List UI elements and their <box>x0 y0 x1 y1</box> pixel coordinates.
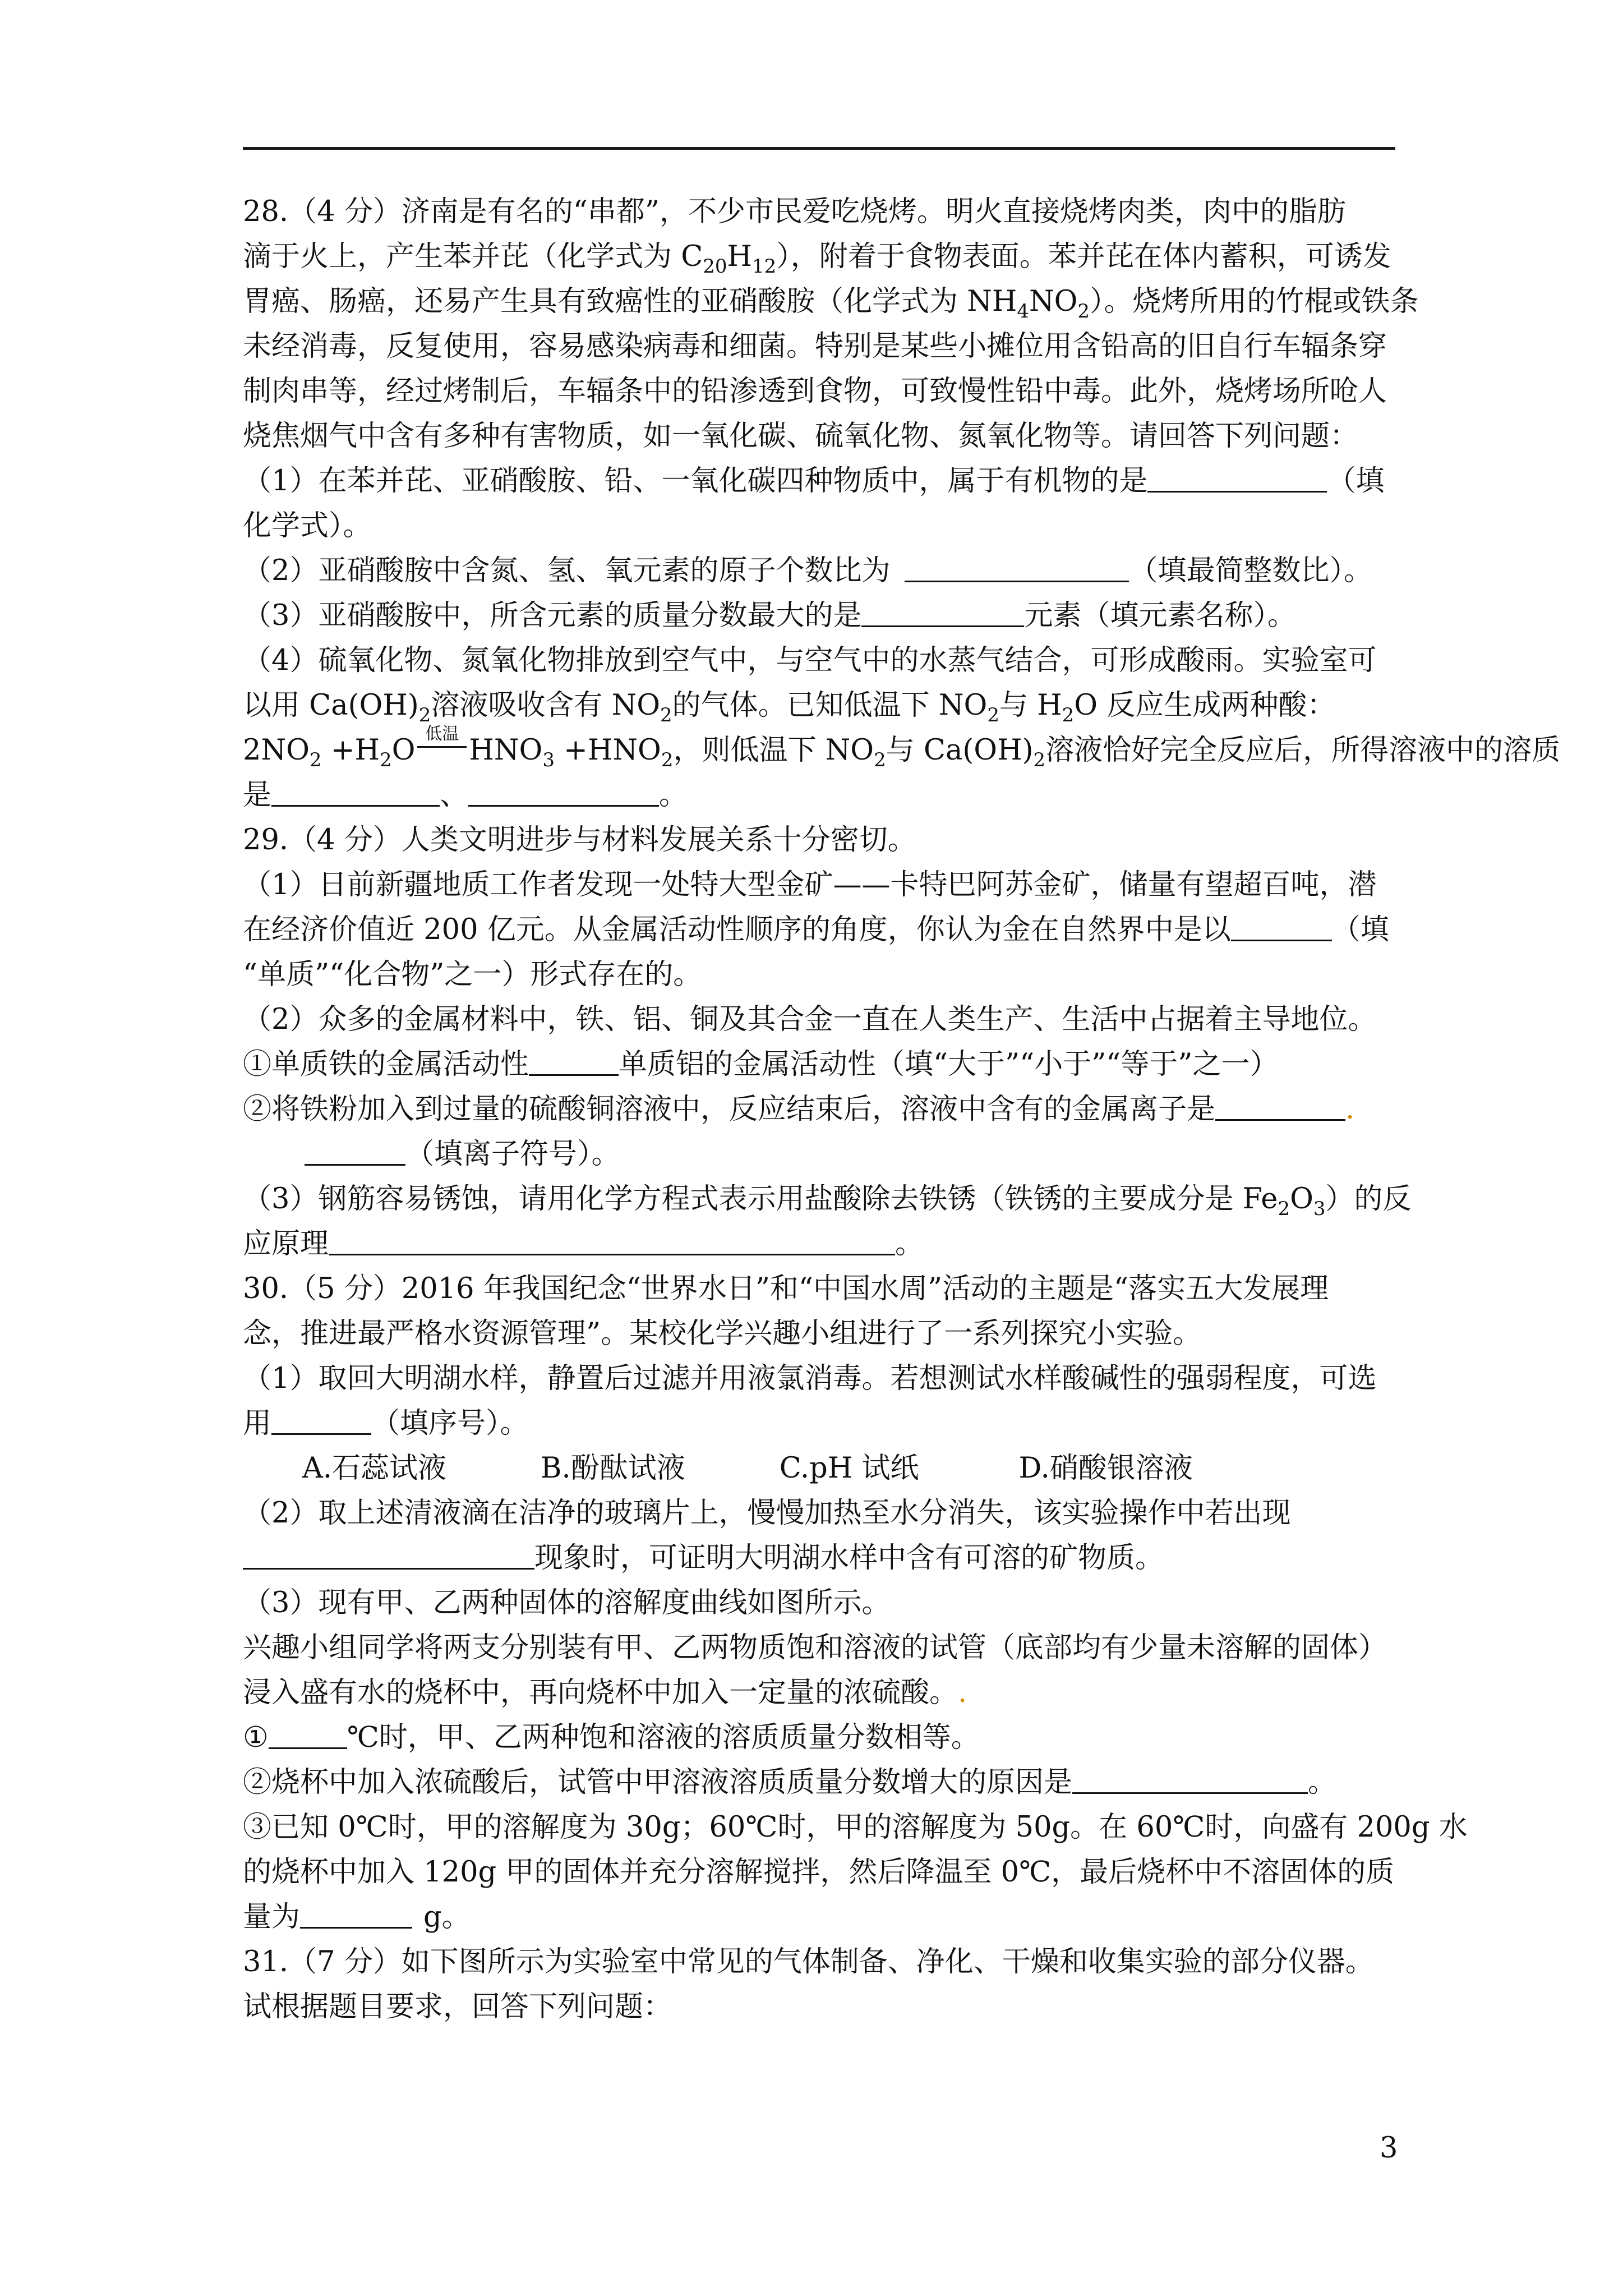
answer-blank[interactable] <box>468 775 659 807</box>
q30-line-2 <box>243 1312 1398 1356</box>
text-span: ②烧杯中加入浓硫酸后，试管中甲溶液溶质质量分数增大的原因是 <box>243 1766 1073 1799</box>
text-span: 在经济价值近 200 亿元。从金属活动性顺序的角度，你认为金在自然界中是以 <box>243 913 1231 946</box>
q30-part-3-line-2 <box>243 1626 1398 1671</box>
text-span: ②将铁粉加入到过量的硫酸铜溶液中，反应结束后，溶液中含有的金属离子是 <box>243 1093 1216 1126</box>
text-span: （3）钢筋容易锈蚀，请用化学方程式表示用盐酸除去铁锈（铁锈的主要成分是 Fe <box>243 1182 1278 1216</box>
text-span: 单质铝的金属活动性（填“大于”“小于”“等于”之一） <box>619 1048 1279 1081</box>
text-span: 3 <box>1313 1198 1326 1220</box>
q30-part-3-line-3 <box>243 1671 1398 1715</box>
text-span: ①单质铁的金属活动性 <box>243 1048 529 1081</box>
text-span: 的烧杯中加入 120g 甲的固体并充分溶解搅拌，然后降温至 0℃，最后烧杯中不溶固体的质 <box>243 1856 1395 1889</box>
text-span: 2 <box>987 704 999 726</box>
q30-part-1 <box>243 1356 1398 1401</box>
text-span: （填 <box>1331 913 1389 946</box>
q30-sub-3-line-2 <box>243 1850 1398 1895</box>
text-span: （填序号）。 <box>371 1407 529 1440</box>
q28-part-1 <box>243 459 1398 504</box>
reaction-condition <box>415 724 469 763</box>
q30-line-1 <box>243 1267 1398 1312</box>
text-span: ），附着于食物表面。苯并芘在体内蓄积，可诱发 <box>776 240 1391 273</box>
q30-part-3 <box>243 1581 1398 1626</box>
q29-heading <box>243 818 1398 863</box>
text-span: g。 <box>423 1901 471 1934</box>
text-span: O 反应生成两种酸： <box>1074 689 1336 722</box>
q28-line-1 <box>243 190 1398 234</box>
text-span: （3）现有甲、乙两种固体的溶解度曲线如图所示。 <box>243 1586 891 1619</box>
text-span: HNO <box>469 734 543 767</box>
text-span: 2 <box>309 749 322 771</box>
text-span: 2NO <box>243 734 310 767</box>
text-span: 念，推进最严格水资源管理”。某校化学兴趣小组进行了一系列探究小实验。 <box>243 1317 1202 1350</box>
text-span: 2 <box>874 749 886 771</box>
text-span: ）。烧烤所用的竹棍或铁条 <box>1090 285 1419 318</box>
text-span: 20 <box>703 255 727 278</box>
text-span: 。 <box>895 1227 924 1260</box>
text-span: 。 <box>1308 1766 1337 1799</box>
text-span: 2 <box>661 749 674 771</box>
header-rule <box>243 147 1395 150</box>
text-span: 29.（4 分）人类文明进步与材料发展关系十分密切。 <box>243 823 916 857</box>
q28-line-4 <box>243 324 1398 369</box>
text-span: 烧焦烟气中含有多种有害物质，如一氧化碳、硫氧化物、氮氧化物等。请回答下列问题： <box>243 420 1359 453</box>
q29-part-1 <box>243 863 1398 908</box>
q30-part-2-line-2 <box>243 1536 1398 1581</box>
text-span: 未经消毒，反复使用，容易感染病毒和细菌。特别是某些小摊位用含铅高的旧自行车辐条穿 <box>243 330 1387 363</box>
q30-part-1-line-2 <box>243 1401 1398 1446</box>
text-span: 3 <box>542 749 555 771</box>
text-span: +HNO <box>554 734 661 767</box>
answer-blank[interactable] <box>1072 1762 1308 1794</box>
text-span: 溶液吸收含有 NO <box>431 689 661 722</box>
text-span: （3）亚硝酸胺中，所含元素的质量分数最大的是 <box>243 599 862 632</box>
option-a[interactable]: A.石蕊试液 <box>302 1452 447 1485</box>
text-span: O <box>391 734 416 767</box>
text-span: 元素（填元素名称）。 <box>1024 599 1296 632</box>
q28-part-1-cont <box>243 504 1398 549</box>
text-span: 与 H <box>999 689 1062 722</box>
text-span: H <box>727 240 752 273</box>
q28-line-3 <box>243 279 1419 324</box>
answer-blank[interactable] <box>271 775 440 807</box>
text-span: （填 <box>1327 464 1385 498</box>
text-span: ，则低温下 NO <box>673 734 874 767</box>
text-span: 31.（7 分）如下图所示为实验室中常见的气体制备、净化、干燥和收集实验的部分仪器。 <box>243 1945 1374 1978</box>
q29-part-2-sub-2 <box>243 1087 1398 1132</box>
q28-part-4 <box>243 638 1398 683</box>
q29-part-2-sub-2-cont <box>243 1132 1398 1177</box>
answer-blank[interactable] <box>905 550 1129 582</box>
q29-part-1-line-2 <box>243 908 1398 953</box>
text-span: 制肉串等，经过烤制后，车辐条中的铅渗透到食物，可致慢性铅中毒。此外，烧烤场所呛人 <box>243 375 1387 408</box>
q29-part-2-sub-1 <box>243 1042 1398 1087</box>
text-span: . <box>1345 1093 1355 1126</box>
q28-part-2 <box>243 549 1398 593</box>
text-span: 28.（4 分）济南是有名的“串都”，不少市民爱吃烧烤。明火直接烧烤肉类，肉中的脂肪 <box>243 195 1346 228</box>
text-span: 浸入盛有水的烧杯中，再向烧杯中加入一定量的浓硫酸。 <box>243 1676 958 1709</box>
text-span: 、 <box>440 779 469 812</box>
text-span: 滴于火上，产生苯并芘（化学式为 C <box>243 240 703 273</box>
q31-line-1 <box>243 1940 1398 1985</box>
text-span: 2 <box>418 704 431 726</box>
q28-line-2 <box>243 234 1398 279</box>
text-span: . <box>958 1676 967 1709</box>
text-span: （1）取回大明湖水样，静置后过滤并用液氯消毒。若想测试水样酸碱性的强弱程度，可选 <box>243 1362 1377 1395</box>
text-span: （2）取上述清液滴在洁净的玻璃片上，慢慢加热至水分消失，该实验操作中若出现 <box>243 1497 1291 1530</box>
text-span: 是 <box>243 779 272 812</box>
answer-blank[interactable] <box>305 1134 405 1166</box>
text-span: 4 <box>1017 300 1029 323</box>
answer-blank[interactable] <box>1215 1089 1345 1121</box>
option-d[interactable]: D.硝酸银溶液 <box>1018 1452 1193 1485</box>
q30-sub-1 <box>243 1715 1398 1760</box>
text-span: NO <box>1029 285 1078 318</box>
text-span: 现象时，可证明大明湖水样中含有可溶的矿物质。 <box>534 1542 1164 1575</box>
text-span: 2 <box>379 749 392 771</box>
text-span: 胃癌、肠癌，还易产生具有致癌性的亚硝酸胺（化学式为 NH <box>243 285 1017 318</box>
option-b[interactable]: B.酚酞试液 <box>541 1452 685 1485</box>
q29-part-2 <box>243 997 1398 1042</box>
text-span: （1）日前新疆地质工作者发现一处特大型金矿——卡特巴阿苏金矿，储量有望超百吨，潜 <box>243 868 1377 901</box>
answer-blank[interactable] <box>271 1403 371 1435</box>
q28-line-6 <box>243 414 1398 459</box>
answer-blank[interactable] <box>269 1717 347 1749</box>
q30-sub-2 <box>243 1760 1398 1805</box>
option-c[interactable]: C.pH 试纸 <box>779 1452 919 1485</box>
text-span: （填最简整数比）。 <box>1129 554 1372 587</box>
text-span: 化学式）。 <box>243 509 372 542</box>
text-span: ）的反 <box>1325 1182 1412 1216</box>
q28-part-4-answer <box>243 773 1398 818</box>
text-span: 2 <box>1077 300 1090 323</box>
q28-equation <box>243 724 1561 773</box>
q28-part-3 <box>243 593 1398 638</box>
q29-part-3 <box>243 1177 1412 1222</box>
text-span: 。 <box>659 779 688 812</box>
text-span: 12 <box>752 255 777 278</box>
text-span: 低温 <box>425 724 459 744</box>
q29-part-3-line-2 <box>243 1222 1398 1267</box>
text-span: （4）硫氧化物、氮氧化物排放到空气中，与空气中的水蒸气结合，可形成酸雨。实验室可 <box>243 644 1377 677</box>
text-span: （填离子符号）。 <box>405 1138 620 1171</box>
q28-line-5 <box>243 369 1398 414</box>
text-span: 2 <box>660 704 672 726</box>
text-span: 2 <box>1062 704 1075 726</box>
q31-line-2 <box>243 1985 1398 2030</box>
text-span: 30.（5 分）2016 年我国纪念“世界水日”和“中国水周”活动的主题是“落实五大发展理 <box>243 1272 1329 1305</box>
answer-blank[interactable] <box>529 1044 619 1076</box>
text-span: 应原理 <box>243 1227 329 1260</box>
text-span: ℃时，甲、乙两种饱和溶液的溶质质量分数相等。 <box>347 1721 980 1754</box>
exam-content <box>243 190 1561 2030</box>
text-span: 量为 <box>243 1901 301 1934</box>
text-span: 2 <box>1033 749 1046 771</box>
text-span: +H <box>321 734 380 767</box>
q29-part-1-line-3 <box>243 953 1398 997</box>
answer-blank[interactable] <box>300 1897 412 1929</box>
text-span: 兴趣小组同学将两支分别装有甲、乙两物质饱和溶液的试管（底部均有少量未溶解的固体） <box>243 1631 1387 1664</box>
answer-blank[interactable] <box>1231 909 1332 941</box>
answer-blank[interactable] <box>1147 461 1327 493</box>
text-span: 用 <box>243 1407 272 1440</box>
answer-blank[interactable] <box>861 595 1024 627</box>
q30-sub-3-line-3 <box>243 1895 1398 1940</box>
text-span: 的气体。已知低温下 NO <box>672 689 988 722</box>
answer-blank[interactable] <box>329 1223 895 1255</box>
q30-options <box>243 1446 1398 1491</box>
text-span: O <box>1290 1182 1313 1216</box>
text-span: （1）在苯并芘、亚硝酸胺、铅、一氧化碳四种物质中，属于有机物的是 <box>243 464 1148 498</box>
text-span: 与 Ca(OH) <box>886 734 1034 767</box>
q28-part-4-line-2 <box>243 683 1398 728</box>
answer-blank[interactable] <box>243 1538 534 1570</box>
text-span: “单质”“化合物”之一）形式存在的。 <box>243 958 702 991</box>
text-span: ① <box>243 1721 269 1754</box>
text-span: （2）众多的金属材料中，铁、铝、铜及其合金一直在人类生产、生活中占据着主导地位。 <box>243 1003 1377 1036</box>
text-span: 以用 Ca(OH) <box>243 689 419 722</box>
text-span: 2 <box>1278 1198 1290 1220</box>
page-number: 3 <box>1380 2132 1398 2165</box>
text-span: ③已知 0℃时，甲的溶解度为 30g；60℃时，甲的溶解度为 50g。在 60℃时，向盛有 200g 水 <box>243 1811 1468 1844</box>
q30-part-2 <box>243 1491 1398 1536</box>
text-span: 溶液恰好完全反应后，所得溶液中的溶质 <box>1045 734 1561 767</box>
text-span: （2）亚硝酸胺中含氮、氢、氧元素的原子个数比为 <box>243 554 891 587</box>
q30-sub-3 <box>243 1805 1468 1850</box>
text-span: 试根据题目要求，回答下列问题： <box>243 1990 672 2023</box>
